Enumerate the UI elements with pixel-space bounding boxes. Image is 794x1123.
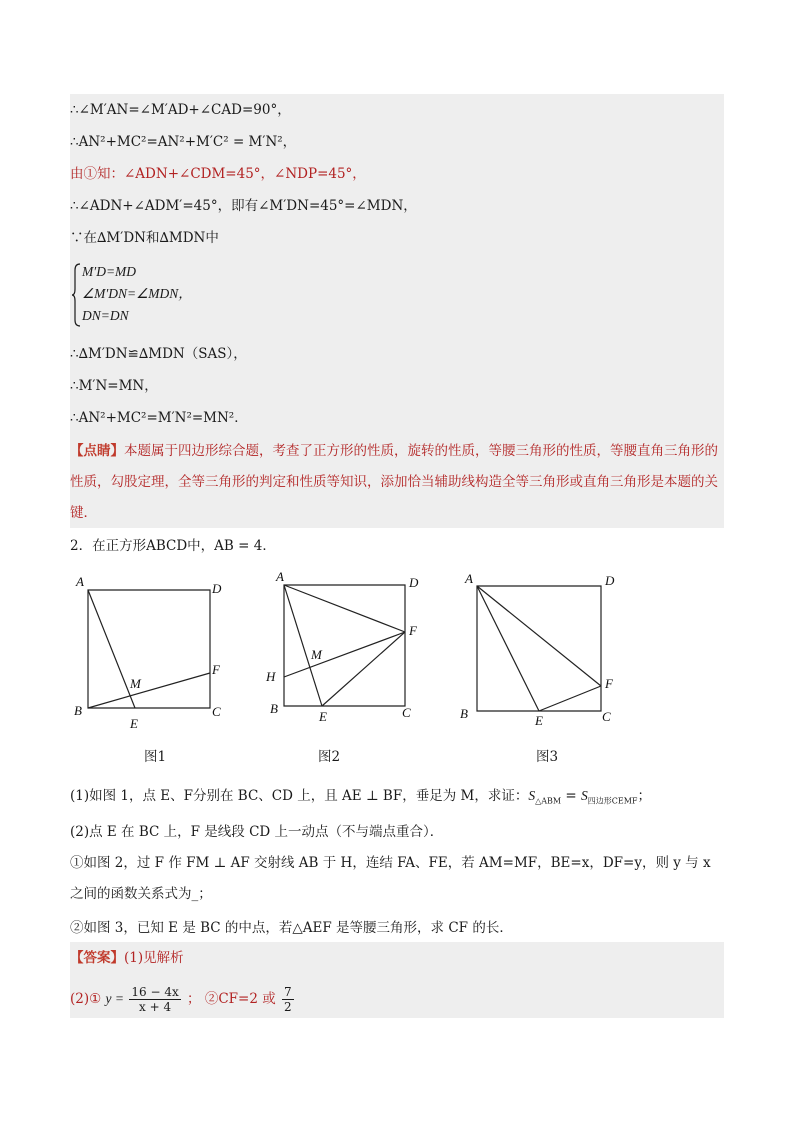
solution-line-3: 由①知：∠ADN+∠CDM=45°，∠NDP=45°， <box>70 166 366 182</box>
question-1-text: (1)如图 1，点 E、F分别在 BC、CD 上，且 AE ⊥ BF，垂足为 M，求证： <box>70 788 529 804</box>
area-symbol-2: S <box>580 788 588 803</box>
answer-2-fraction <box>129 985 180 1014</box>
figure-3 <box>455 568 625 738</box>
figure-1 <box>70 570 240 740</box>
fig1-label-F: F <box>212 662 220 677</box>
fig3-label-C: C <box>602 709 611 724</box>
solution-line-6: ∴∆M′DN≌∆MDN（SAS）， <box>70 346 247 362</box>
comment-text: 本题属于四边形综合题，考查了正方形的性质，旋转的性质，等腰三角形的性质，等腰直角三角形的性质，勾股定理，全等三角形的判定和性质等知识，添加恰当辅助线构造全等三角形或直角三角形是本题的关键． <box>70 443 718 521</box>
fraction-denominator: x + 4 <box>139 1000 172 1014</box>
answer-2b-fraction <box>282 985 294 1014</box>
solution-line-8: ∴AN²+MC²=M′N²=MN²． <box>70 410 248 426</box>
fig2-label-B: B <box>270 701 278 716</box>
comment-paragraph <box>70 436 724 529</box>
fig1-label-M: M <box>130 676 141 691</box>
question-1 <box>70 786 724 812</box>
area-sub-2: 四边形CEMF <box>587 796 638 806</box>
figure-2 <box>262 565 432 735</box>
answer-2b: ②CF=2 或 <box>204 991 276 1007</box>
solution-line-5: ∵在∆M′DN和∆MDN中 <box>70 230 219 246</box>
solution-line-2: ∴AN²+MC²=AN²+M′C² = M′N²， <box>70 134 297 150</box>
fig1-label-D: D <box>212 581 222 596</box>
system-line-2: ∠M′DN=∠MDN， <box>82 286 192 301</box>
figure-3-caption: 图3 <box>536 749 559 765</box>
fig2-label-A: A <box>276 569 284 584</box>
answer-line-1 <box>70 948 724 968</box>
question-2: (2)点 E 在 BC 上，F 是线段 CD 上一动点（不与端点重合）． <box>70 824 444 840</box>
fig2-label-E: E <box>319 709 327 724</box>
fig2-label-H: H <box>266 669 276 684</box>
fraction-2-numerator: 7 <box>284 985 292 999</box>
equation-system <box>72 262 272 328</box>
fig1-label-B: B <box>74 703 82 718</box>
answer-2-separator: ； <box>187 991 201 1007</box>
area-symbol-1: S <box>528 788 536 803</box>
solution-line-1: ∴∠M′AN=∠M′AD+∠CAD=90°， <box>70 102 291 118</box>
fraction-2-denominator: 2 <box>284 1000 292 1014</box>
equals-sign: = <box>561 788 581 804</box>
comment-tag: 【点睛】 <box>70 443 124 459</box>
figure-1-caption: 图1 <box>144 749 167 765</box>
system-line-1: M′D=MD <box>82 264 137 279</box>
fig3-label-F: F <box>605 676 613 691</box>
fig2-label-F: F <box>409 623 417 638</box>
solution-line-7: ∴M′N=MN， <box>70 378 158 394</box>
figure-2-caption: 图2 <box>318 749 341 765</box>
brace-icon <box>72 262 82 328</box>
answer-2-prefix: (2)① <box>70 991 102 1007</box>
fig2-label-M: M <box>311 647 322 662</box>
fig1-label-C: C <box>212 704 221 719</box>
answer-tag: 【答案】 <box>70 950 124 966</box>
question-2b: ②如图 3，已知 E 是 BC 的中点，若△AEF 是等腰三角形，求 CF 的长． <box>70 920 513 936</box>
answer-1: (1)见解析 <box>124 950 184 966</box>
fig2-label-C: C <box>402 705 411 720</box>
fig3-label-D: D <box>605 573 615 588</box>
system-line-3: DN=DN <box>82 308 129 323</box>
solution-line-4: ∴∠ADN+∠ADM′=45°，即有∠M′DN=45°=∠MDN， <box>70 198 417 214</box>
answer-2-y: y = <box>105 991 128 1006</box>
fig1-label-E: E <box>130 716 138 731</box>
fig3-label-A: A <box>465 571 473 586</box>
area-sub-1: △ABM <box>535 796 562 806</box>
problem-title: 2．在正方形ABCD中，AB = 4． <box>70 538 276 554</box>
answer-line-2 <box>70 984 724 1014</box>
fig3-label-B: B <box>460 706 468 721</box>
fraction-numerator: 16 − 4x <box>131 985 179 999</box>
question-1-end: ； <box>637 788 651 804</box>
question-2a: ①如图 2，过 F 作 FM ⊥ AF 交射线 AB 于 H，连结 FA、FE，若 AM=MF，BE=x，DF=y，则 y 与 x 之间的函数关系式为_； <box>70 855 711 902</box>
fig1-label-A: A <box>76 574 84 589</box>
fig3-label-E: E <box>535 713 543 728</box>
fig2-label-D: D <box>409 575 419 590</box>
